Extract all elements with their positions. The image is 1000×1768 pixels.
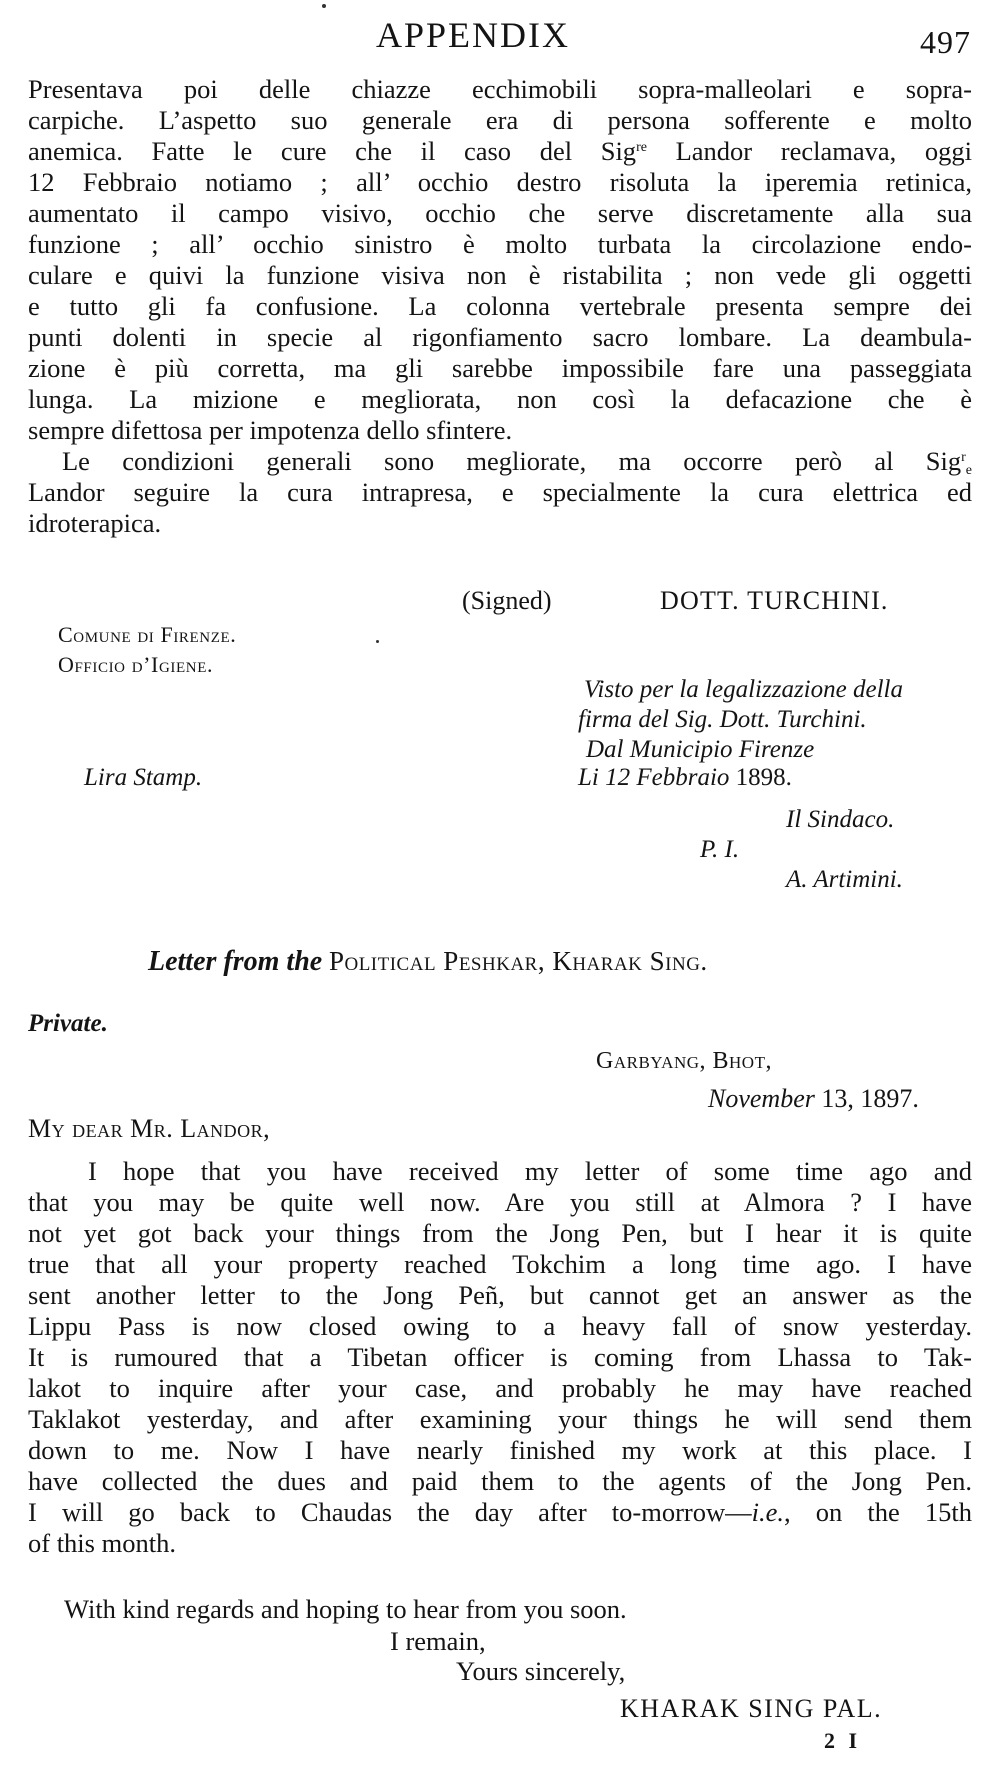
italian-report-paragraph xyxy=(28,74,972,446)
text-line: I hope that you have received my letter of some time ago and xyxy=(88,1156,972,1186)
text-line: true that all your property reached Tokchim a long time ago. I have xyxy=(28,1249,972,1279)
artimini: A. Artimini. xyxy=(786,866,903,893)
sindaco: Il Sindaco. xyxy=(786,806,895,833)
text-line: culare e quivi la funzione visiva non è ristabilita ; non vede gli oggetti xyxy=(28,260,972,290)
text-line: Landor seguire la cura intrapresa, e specialmente la cura elettrica ed xyxy=(28,477,972,507)
text-line: e tutto gli fa confusione. La colonna vertebrale presenta sempre dei xyxy=(28,291,972,321)
text-line: sempre difettosa per impotenza dello sfintere. xyxy=(28,415,513,445)
ink-speck xyxy=(322,4,326,8)
text-line: Le condizioni generali sono megliorate, ma occorre però al Sig$^r_e$ xyxy=(62,446,972,478)
closing-yours: Yours sincerely, xyxy=(456,1656,626,1686)
text-line: carpiche. L’aspetto suo generale era di persona sofferente e molto xyxy=(28,105,972,135)
visto-line-1: Visto per la legalizzazione della xyxy=(584,676,903,703)
visto-line-2: firma del Sig. Dott. Turchini. xyxy=(578,706,867,733)
text-line: sent another letter to the Jong Peñ, but cannot get an answer as the xyxy=(28,1280,972,1310)
text-line: I will go back to Chaudas the day after to-morrow—i.e., on the 15th xyxy=(28,1497,972,1527)
text-line: of this month. xyxy=(28,1528,176,1558)
letter-body xyxy=(28,1156,972,1559)
text-line: funzione ; all’ occhio sinistro è molto turbata la circolazione endo- xyxy=(28,229,972,259)
closing-regards: With kind regards and hoping to hear from you soon. xyxy=(64,1594,627,1624)
text-line: Taklakot yesterday, and after examining your things he will send them xyxy=(28,1404,972,1434)
pi-initials: P. I. xyxy=(700,836,740,863)
text-line: anemica. Fatte le cure che il caso del Sig$^{re}$ Landor reclamava, oggi xyxy=(28,136,973,166)
text-line: have collected the dues and paid them to the agents of the Jong Pen. xyxy=(28,1466,972,1496)
office-line-2: Officio d’Igiene. xyxy=(58,652,214,677)
letter-heading: Letter from the Political Peshkar, Kharak Sing. xyxy=(148,946,708,977)
text-line: not yet got back your things from the Jong Pen, but I hear it is quite xyxy=(28,1218,972,1248)
text-line: lunga. La mizione e megliorata, non così la defacazione che è xyxy=(28,384,972,414)
signature-mark: 2 I xyxy=(824,1728,862,1753)
closing-remain: I remain, xyxy=(390,1626,486,1656)
office-line-1: Comune di Firenze. xyxy=(58,622,237,647)
signed-label: (Signed) xyxy=(462,586,552,615)
text-line: aumentato il campo visivo, occhio che serve discretamente alla sua xyxy=(28,198,972,228)
page-number: 497 xyxy=(920,24,971,60)
text-line: zione è più corretta, ma gli sarebbe impossibile fare una passeggiata xyxy=(28,353,972,383)
ink-speck xyxy=(376,640,379,643)
text-line: idroterapica. xyxy=(28,508,162,538)
visto-line-3: Dal Municipio Firenze xyxy=(586,736,815,763)
letter-date: November 13, 1897. xyxy=(708,1084,919,1113)
text-line: down to me. Now I have nearly finished my work at this place. I xyxy=(28,1435,972,1465)
text-line: Presentava poi delle chiazze ecchimobili sopra-malleolari e sopra- xyxy=(28,74,972,104)
text-line: It is rumoured that a Tibetan officer is coming from Lhassa to Tak- xyxy=(28,1342,972,1372)
text-line: Lippu Pass is now closed owing to a heavy fall of snow yesterday. xyxy=(28,1311,972,1341)
running-header: APPENDIX xyxy=(376,15,571,55)
doctor-name: DOTT. TURCHINI. xyxy=(660,586,889,615)
lira-stamp: Lira Stamp. xyxy=(84,764,203,791)
salutation: My dear Mr. Landor, xyxy=(28,1114,271,1143)
text-line: that you may be quite well now. Are you still at Almora ? I have xyxy=(28,1187,972,1217)
superscript: re xyxy=(636,140,647,155)
text-line: lakot to inquire after your case, and probably he may have reached xyxy=(28,1373,972,1403)
text-line: 12 Febbraio notiamo ; all’ occhio destro risoluta la iperemia retinica, xyxy=(28,167,972,197)
visto-date: Li 12 Febbraio 1898. xyxy=(578,764,792,791)
letter-signature: KHARAK SING PAL. xyxy=(620,1694,883,1723)
text-line: punti dolenti in specie al rigonfiamento sacro lombare. La deambula- xyxy=(28,322,972,352)
conditions-paragraph xyxy=(28,446,972,539)
letter-place: Garbyang, Bhot, xyxy=(596,1048,772,1074)
private-label: Private. xyxy=(28,1010,108,1037)
